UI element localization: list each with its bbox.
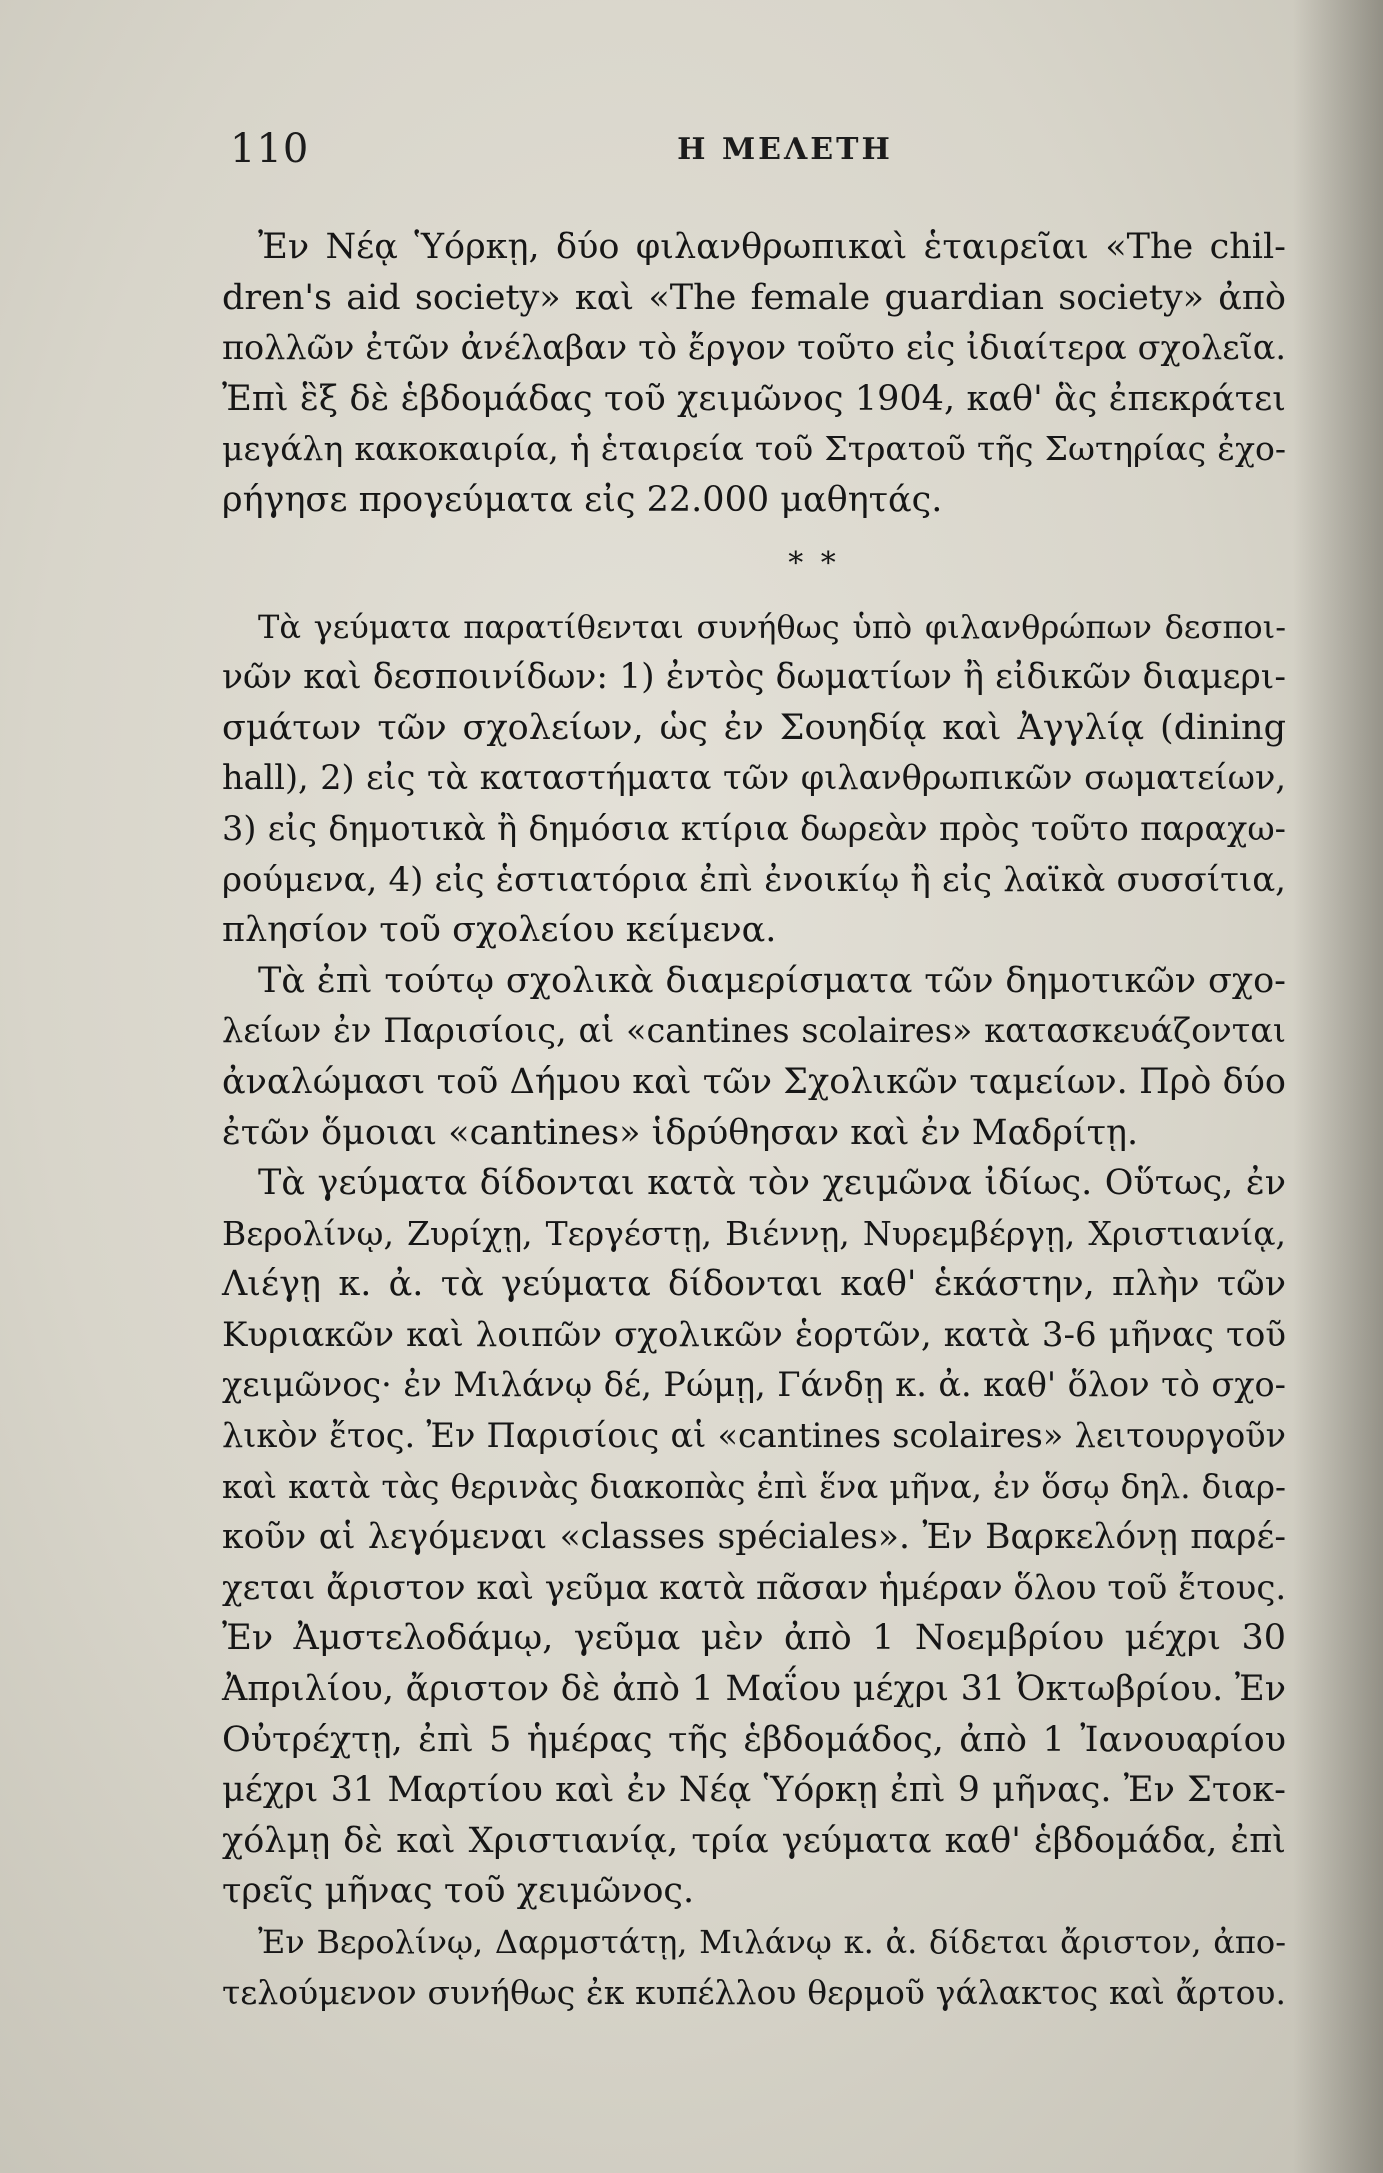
text-line: τρεῖς μῆνας τοῦ χειμῶνος. — [222, 1871, 695, 1912]
text-line: χειμῶνος· ἐν Μιλάνῳ δέ, Ρώμῃ, Γάνδῃ κ. ἀ. καθ' ὅλον τὸ σχο- — [222, 1365, 1286, 1405]
paragraph-5 — [222, 1917, 1286, 2018]
text-line: hall), 2) εἰς τὰ καταστήματα τῶν φιλανθρωπικῶν σωματείων, — [222, 758, 1286, 798]
text-line: καὶ κατὰ τὰς θερινὰς διακοπὰς ἐπὶ ἕνα μῆνα, ἐν ὅσῳ δηλ. διαρ- — [222, 1467, 1286, 1506]
text-line: Ἐπὶ ἓξ δὲ ἑβδομάδας τοῦ χειμῶνος 1904, καθ' ἃς ἐπεκράτει — [222, 378, 1286, 419]
text-line: Ἐν Ἀμστελοδάμῳ, γεῦμα μὲν ἀπὸ 1 Νοεμβρίου μέχρι 30 — [222, 1618, 1286, 1659]
text-line: 3) εἰς δημοτικὰ ἢ δημόσια κτίρια δωρεὰν πρὸς τοῦτο παραχω- — [222, 808, 1286, 848]
text-line: Οὐτρέχτῃ, ἐπὶ 5 ἡμέρας τῆς ἑβδομάδος, ἀπὸ 1 Ἰανουαρίου — [222, 1719, 1286, 1760]
text-line: dren's aid society» καὶ «The female guardian society» ἀπὸ — [222, 277, 1286, 318]
text-line: Τὰ γεύματα παρατίθενται συνήθως ὑπὸ φιλανθρώπων δεσποι- — [258, 607, 1286, 646]
text-line: πολλῶν ἐτῶν ἀνέλαβαν τὸ ἔργον τοῦτο εἰς ἰδιαίτερα σχολεῖα. — [222, 328, 1286, 368]
text-line: Τὰ ἐπὶ τούτῳ σχολικὰ διαμερίσματα τῶν δημοτικῶν σχο- — [258, 960, 1286, 1001]
text-line: χεται ἄριστον καὶ γεῦμα κατὰ πᾶσαν ἡμέραν ὅλου τοῦ ἔτους. — [222, 1567, 1287, 1608]
text-line: μεγάλη κακοκαιρία, ἡ ἑταιρεία τοῦ Στρατοῦ τῆς Σωτηρίας ἐχο- — [222, 429, 1286, 469]
text-line: Ἐν Νέᾳ Ὑόρκῃ, δύο φιλανθρωπικαὶ ἑταιρεῖαι «The chil- — [258, 227, 1286, 267]
text-line: μέχρι 31 Μαρτίου καὶ ἐν Νέᾳ Ὑόρκῃ ἐπὶ 9 μῆνας. Ἐν Στοκ- — [222, 1770, 1286, 1811]
text-line: ἐτῶν ὅμοιαι «cantines» ἱδρύθησαν καὶ ἐν Μαδρίτῃ. — [222, 1112, 1139, 1153]
text-line: Ἀπριλίου, ἄριστον δὲ ἀπὸ 1 Μαΐου μέχρι 31 Ὀκτωβρίου. Ἐν — [222, 1669, 1286, 1710]
text-line: Λιέγῃ κ. ἀ. τὰ γεύματα δίδονται καθ' ἑκάστην, πλὴν τῶν — [222, 1264, 1286, 1305]
section-separator: * * — [788, 545, 840, 581]
paragraph-3 — [222, 956, 1286, 1158]
text-line: Ἐν Βερολίνῳ, Δαρμστάτῃ, Μιλάνῳ κ. ἀ. δίδεται ἄριστον, ἀπο- — [258, 1923, 1286, 1961]
text-line: Τὰ γεύματα δίδονται κατὰ τὸν χειμῶνα ἰδίως. Οὕτως, ἐν — [258, 1163, 1286, 1204]
text-line: λείων ἐν Παρισίοις, αἱ «cantines scolaires» κατασκευάζονται — [222, 1011, 1286, 1051]
paragraph-2 — [222, 602, 1286, 956]
page-number: 110 — [230, 126, 310, 172]
text-line: Βερολίνῳ, Ζυρίχῃ, Τεργέστῃ, Βιέννῃ, Νυρεμβέργῃ, Χριστιανίᾳ, — [222, 1213, 1286, 1253]
text-line: νῶν καὶ δεσποινίδων: 1) ἐντὸς δωματίων ἢ εἰδικῶν διαμερι- — [222, 657, 1286, 698]
page-header — [230, 126, 1280, 176]
body-text — [222, 222, 1286, 2018]
text-line: Κυριακῶν καὶ λοιπῶν σχολικῶν ἑορτῶν, κατὰ 3-6 μῆνας τοῦ — [222, 1314, 1286, 1355]
text-line: πλησίον τοῦ σχολείου κείμενα. — [222, 910, 777, 951]
text-line: κοῦν αἱ λεγόμεναι «classes spéciales». Ἐν Βαρκελόνῃ παρέ- — [222, 1517, 1286, 1558]
text-line: ρούμενα, 4) εἰς ἑστιατόρια ἐπὶ ἐνοικίῳ ἢ εἰς λαϊκὰ συσσίτια, — [222, 859, 1286, 900]
text-line: χόλμῃ δὲ καὶ Χριστιανίᾳ, τρία γεύματα καθ' ἑβδομάδα, ἐπὶ — [222, 1820, 1286, 1861]
text-line: ἀναλώμασι τοῦ Δήμου καὶ τῶν Σχολικῶν ταμείων. Πρὸ δύο — [222, 1061, 1286, 1102]
running-title: Η ΜΕΛΕΤΗ — [677, 132, 893, 167]
text-line: ρήγησε προγεύματα εἰς 22.000 μαθητάς. — [222, 479, 943, 520]
text-line: σμάτων τῶν σχολείων, ὡς ἐν Σουηδίᾳ καὶ Ἀγγλίᾳ (dining — [222, 707, 1286, 748]
paragraph-1 — [222, 222, 1286, 526]
text-line: τελούμενον συνήθως ἐκ κυπέλλου θερμοῦ γάλακτος καὶ ἄρτου. — [222, 1972, 1286, 2012]
paragraph-4 — [222, 1158, 1286, 1917]
text-line: λικὸν ἔτος. Ἐν Παρισίοις αἱ «cantines scolaires» λειτουργοῦν — [222, 1416, 1286, 1456]
